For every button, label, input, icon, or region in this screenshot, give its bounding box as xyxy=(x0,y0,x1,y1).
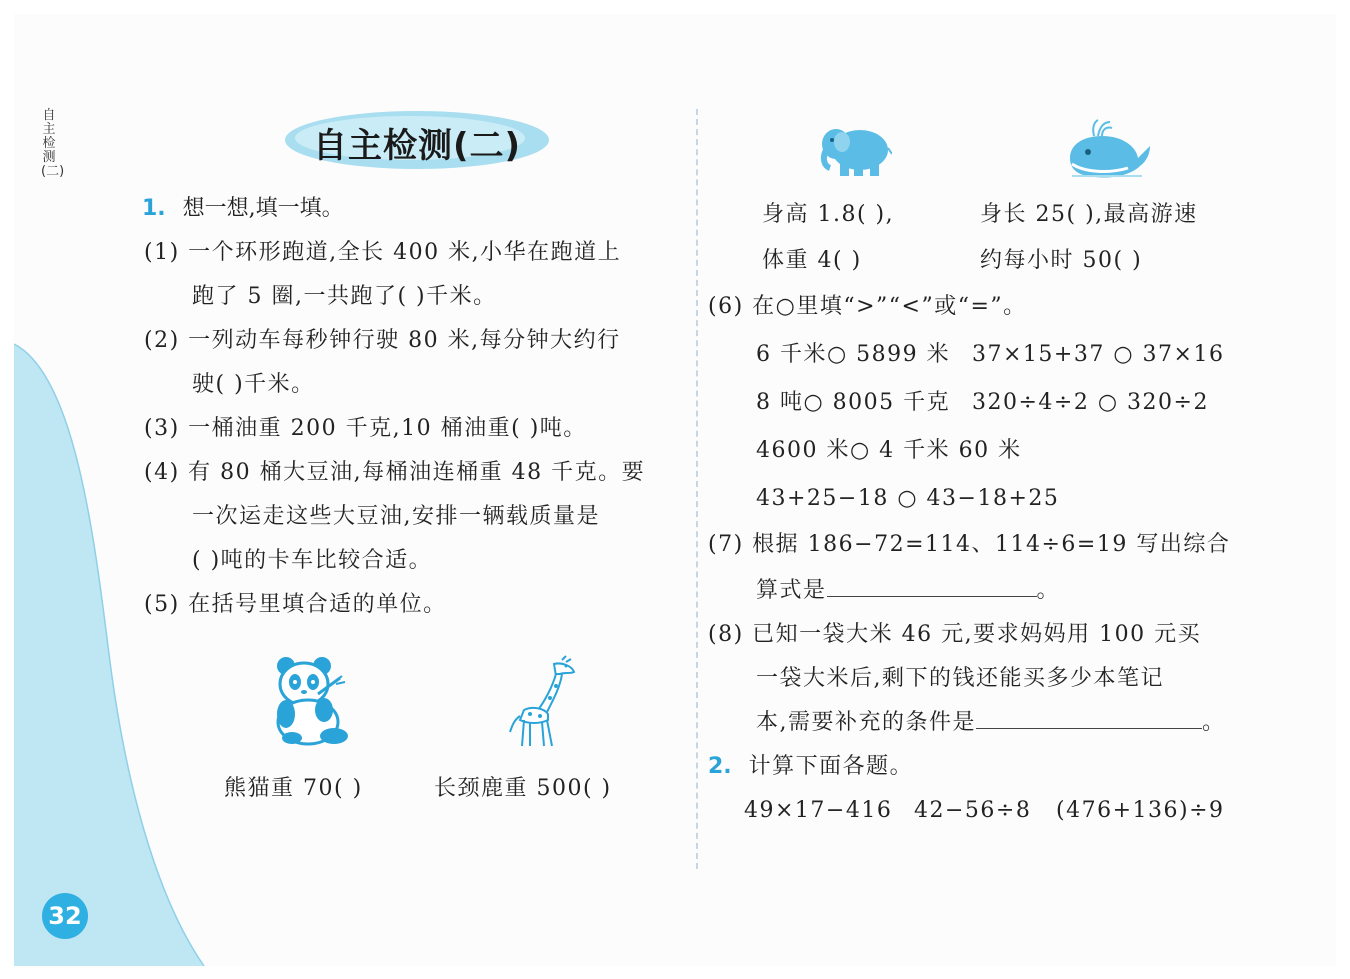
item-4-line-2: 一次运走这些大豆油,安排一辆载质量是 xyxy=(192,504,600,529)
side-chapter-label: 自主检测(二) xyxy=(41,108,65,179)
item-4-line-1: (4) 有 80 桶大豆油,每桶油连桶重 48 千克。要 xyxy=(144,460,646,485)
item-8-line-3 xyxy=(756,708,1226,738)
calc-1: 49×17−416 xyxy=(744,798,893,823)
item-6-row-2a: 8 吨○ 8005 千克 xyxy=(756,390,951,415)
item-6-row-4: 43+25−18 ○ 43−18+25 xyxy=(756,486,1060,511)
item-1-line-1: (1) 一个环形跑道,全长 400 米,小华在跑道上 xyxy=(144,240,622,265)
item-1-line-2: 跑了 5 圈,一共跑了( )千米。 xyxy=(192,284,497,309)
item-5: (5) 在括号里填合适的单位。 xyxy=(144,592,447,617)
page-number-badge: 32 xyxy=(42,893,88,939)
item-3: (3) 一桶油重 200 千克,10 桶油重( )吨。 xyxy=(144,416,587,441)
question-text: 计算下面各题。 xyxy=(748,754,914,779)
elephant-text-2: 体重 4( ) xyxy=(762,248,862,273)
workbook-page xyxy=(14,14,1336,966)
question-number: 1. xyxy=(142,196,166,221)
page-title: 自主检测(二) xyxy=(312,126,522,166)
answer-blank[interactable] xyxy=(976,708,1202,729)
question-2 xyxy=(708,752,913,782)
calc-3: (476+136)÷9 xyxy=(1056,798,1225,823)
item-6: (6) 在○里填“>”“<”或“=”。 xyxy=(708,294,1027,319)
item-8-line-2: 一袋大米后,剩下的钱还能买多少本笔记 xyxy=(756,666,1164,691)
question-number: 2. xyxy=(708,754,732,779)
whale-text-1: 身长 25( ),最高游速 xyxy=(980,202,1198,227)
item-6-row-3: 4600 米○ 4 千米 60 米 xyxy=(756,438,1022,463)
item-6-row-2b: 320÷4÷2 ○ 320÷2 xyxy=(972,390,1209,415)
item-2-line-2: 驶( )千米。 xyxy=(192,372,315,397)
item-2-line-1: (2) 一列动车每秒钟行驶 80 米,每分钟大约行 xyxy=(144,328,621,353)
column-divider xyxy=(696,109,698,869)
answer-blank[interactable] xyxy=(827,576,1037,597)
whale-text-2: 约每小时 50( ) xyxy=(980,248,1143,273)
elephant-text-1: 身高 1.8( ), xyxy=(762,202,895,227)
panda-caption: 熊猫重 70( ) xyxy=(224,776,363,801)
item-6-row-1a: 6 千米○ 5899 米 xyxy=(756,342,951,367)
item-4-line-3: ( )吨的卡车比较合适。 xyxy=(192,548,433,573)
item-8-label: 本,需要补充的条件是 xyxy=(756,710,976,735)
page-title-banner xyxy=(282,108,552,172)
question-1 xyxy=(142,194,344,224)
item-7-line-1: (7) 根据 186−72=114、114÷6=19 写出综合 xyxy=(708,532,1231,557)
item-7-end: 。 xyxy=(1036,578,1061,603)
item-8-line-1: (8) 已知一袋大米 46 元,要求妈妈用 100 元买 xyxy=(708,622,1202,647)
whale-icon xyxy=(1064,118,1152,182)
giraffe-icon xyxy=(504,654,584,750)
panda-icon xyxy=(272,654,352,746)
calc-2: 42−56÷8 xyxy=(914,798,1032,823)
item-7-label: 算式是 xyxy=(756,578,827,603)
giraffe-caption: 长颈鹿重 500( ) xyxy=(434,776,612,801)
item-8-end: 。 xyxy=(1202,710,1226,735)
item-7-line-2 xyxy=(756,576,1060,606)
item-6-row-1b: 37×15+37 ○ 37×16 xyxy=(972,342,1225,367)
question-text: 想一想,填一填。 xyxy=(182,196,344,221)
elephant-icon xyxy=(820,122,892,178)
